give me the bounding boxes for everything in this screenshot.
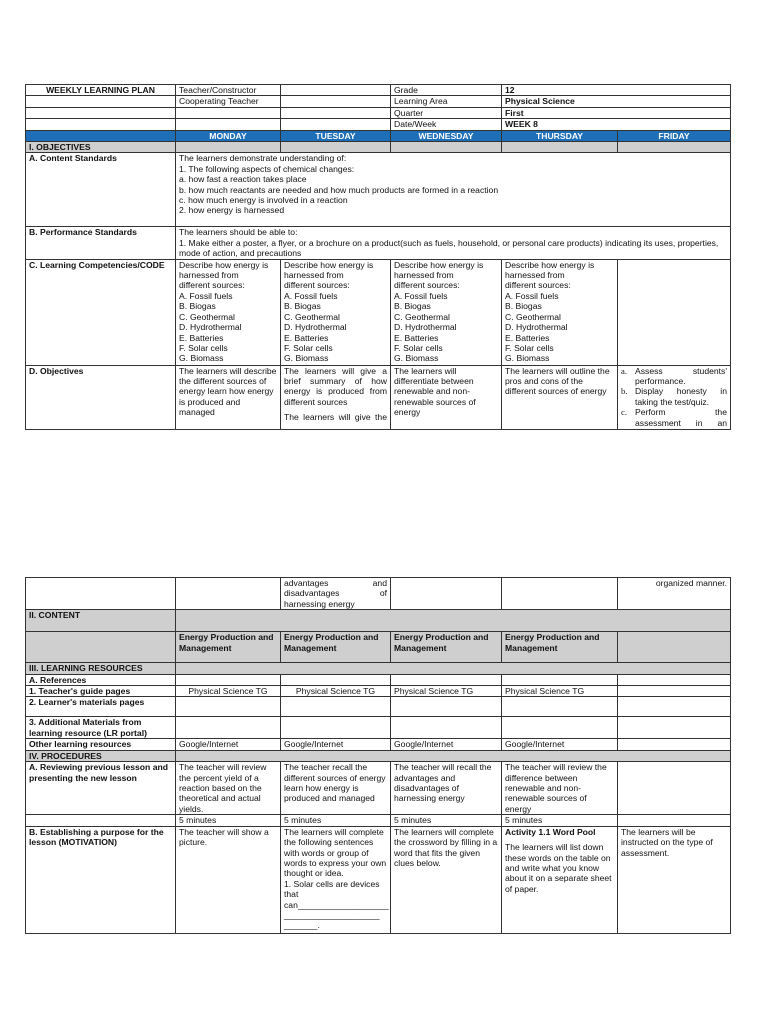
cooperating-label: Cooperating Teacher: [176, 96, 281, 107]
other-monday: Google/Internet: [176, 739, 281, 750]
quarter-label: Quarter: [391, 107, 502, 118]
gray-cell: [26, 632, 176, 663]
blank-cell: [391, 674, 502, 685]
blank-cell: [391, 578, 502, 610]
gray-cell: [176, 750, 731, 761]
minutes-thursday: 5 minutes: [502, 815, 618, 826]
day-header-friday: FRIDAY: [618, 130, 731, 141]
competency-thursday: Describe how energy is harnessed from different sources: A. Fossil fuels B. Biogas C. Geothermal D. Hydrothermal E. Batteries F. Solar cells G. Biomass: [502, 259, 618, 365]
additional-materials-label: 3. Additional Materials from learning resource (LR portal): [26, 717, 176, 739]
purpose-friday: The learners will be instructed on the type of assessment.: [618, 826, 731, 933]
blank-cell: [26, 119, 176, 130]
blank-cell: [26, 815, 176, 826]
tg-tuesday: Physical Science TG: [281, 686, 391, 697]
blank-cell: [391, 697, 502, 717]
quarter-value: First: [502, 107, 731, 118]
performance-standards-text: The learners should be able to: 1. Make either a poster, a flyer, or a brochure on a product(such as fuels, household, or personal care products) indicating its uses, properties, mode of action, and precautions: [176, 227, 731, 259]
topic-thursday: Energy Production and Management: [502, 632, 618, 663]
procedures-heading: IV. PROCEDURES: [26, 750, 176, 761]
performance-standards-label: B. Performance Standards: [26, 227, 176, 259]
blank-cell: [281, 697, 391, 717]
learners-materials-label: 2. Learner's materials pages: [26, 697, 176, 717]
content-heading: II. CONTENT: [26, 610, 176, 632]
date-value: WEEK 8: [502, 119, 731, 130]
tg-monday: Physical Science TG: [176, 686, 281, 697]
friday-objective-a: a. Assess students' performance.: [621, 365, 727, 387]
content-standards-label: A. Content Standards: [26, 153, 176, 227]
other-tuesday: Google/Internet: [281, 739, 391, 750]
day-header-blank: [26, 130, 176, 141]
other-wednesday: Google/Internet: [391, 739, 502, 750]
blank-cell: [281, 107, 391, 118]
objective-tuesday: The learners will give a brief summary of how energy is produced from different sources The learners will give the: [281, 365, 391, 429]
blank-cell: [618, 674, 731, 685]
friday-objective-b: b. Display honesty in taking the test/quiz.: [621, 386, 727, 407]
blank-cell: [618, 697, 731, 717]
purpose-wednesday: The learners will complete the crossword by filling in a word that fits the given clues below.: [391, 826, 502, 933]
weekly-plan-table-bottom: [25, 577, 731, 934]
gray-cell: [176, 663, 731, 674]
blank-cell: [618, 717, 731, 739]
cooperating-value: [281, 96, 391, 107]
content-standards-text: The learners demonstrate understanding of: 1. The following aspects of chemical changes: a. how fast a reaction takes place b. how much reactants are needed and how much products are formed in a reaction c. how much energy is involved in a reaction 2. how energy is harnessed: [176, 153, 731, 227]
teachers-guide-label: 1. Teacher's guide pages: [26, 686, 176, 697]
continued-objective-friday: organized manner.: [618, 578, 731, 610]
blank-cell: [176, 674, 281, 685]
area-label: Learning Area: [391, 96, 502, 107]
blank-cell: [176, 717, 281, 739]
purpose-tuesday: The learners will complete the following sentences with words or group of words to express your own thought or idea. 1. Solar cells are devices that can___________________ ____________________ _______.: [281, 826, 391, 933]
plan-title: WEEKLY LEARNING PLAN: [26, 85, 176, 96]
blank-cell: [26, 578, 176, 610]
day-header-wednesday: WEDNESDAY: [391, 130, 502, 141]
objective-friday: [618, 365, 731, 429]
gray-cell: [281, 142, 391, 153]
resources-heading: III. LEARNING RESOURCES: [26, 663, 176, 674]
grade-label: Grade: [391, 85, 502, 96]
competency-wednesday: Describe how energy is harnessed from different sources: A. Fossil fuels B. Biogas C. Geothermal D. Hydrothermal E. Batteries F. Solar cells G. Biomass: [391, 259, 502, 365]
date-label: Date/Week: [391, 119, 502, 130]
friday-objective-c: c. Perform the assessment in an: [621, 407, 727, 428]
objectives-label: D. Objectives: [26, 365, 176, 429]
topic-wednesday: Energy Production and Management: [391, 632, 502, 663]
blank-cell: [176, 107, 281, 118]
teacher-value: [281, 85, 391, 96]
blank-cell: [26, 107, 176, 118]
competency-friday: [618, 259, 731, 365]
other-resources-label: Other learning resources: [26, 739, 176, 750]
review-tuesday: The teacher recall the different sources of energy learn how energy is produced and managed: [281, 762, 391, 815]
blank-cell: [618, 686, 731, 697]
blank-cell: [618, 739, 731, 750]
blank-cell: [502, 717, 618, 739]
purpose-label: B. Establishing a purpose for the lesson (MOTIVATION): [26, 826, 176, 933]
gray-cell: [391, 142, 502, 153]
day-header-tuesday: TUESDAY: [281, 130, 391, 141]
blank-cell: [502, 674, 618, 685]
gray-cell: [176, 142, 281, 153]
competency-monday: Describe how energy is harnessed from different sources: A. Fossil fuels B. Biogas C. Geothermal D. Hydrothermal E. Batteries F. Solar cells G. Biomass: [176, 259, 281, 365]
objective-thursday: The learners will outline the pros and cons of the different sources of energy: [502, 365, 618, 429]
day-header-monday: MONDAY: [176, 130, 281, 141]
area-value: Physical Science: [502, 96, 731, 107]
day-header-thursday: THURSDAY: [502, 130, 618, 141]
blank-cell: [176, 119, 281, 130]
tg-thursday: Physical Science TG: [502, 686, 618, 697]
continued-objective-tuesday: advantages and disadvantages of harnessing energy: [281, 578, 391, 610]
blank-cell: [176, 578, 281, 610]
purpose-thursday: Activity 1.1 Word Pool The learners will list down these words on the table on and write what you know about it on a separate sheet of paper.: [502, 826, 618, 933]
objective-monday: The learners will describe the different sources of energy learn how energy is produced and managed: [176, 365, 281, 429]
gray-cell: [502, 142, 618, 153]
review-monday: The teacher will review the percent yield of a reaction based on the theoretical and actual yields.: [176, 762, 281, 815]
competencies-label: C. Learning Competencies/CODE: [26, 259, 176, 365]
gray-cell: [618, 142, 731, 153]
gray-cell: [618, 632, 731, 663]
reviewing-label: A. Reviewing previous lesson and presenting the new lesson: [26, 762, 176, 815]
references-label: A. References: [26, 674, 176, 685]
minutes-monday: 5 minutes: [176, 815, 281, 826]
topic-tuesday: Energy Production and Management: [281, 632, 391, 663]
blank-cell: [26, 96, 176, 107]
minutes-tuesday: 5 minutes: [281, 815, 391, 826]
blank-cell: [618, 815, 731, 826]
objective-wednesday: The learners will differentiate between renewable and non-renewable sources of energy: [391, 365, 502, 429]
review-wednesday: The teacher will recall the advantages and disadvantages of harnessing energy: [391, 762, 502, 815]
other-thursday: Google/Internet: [502, 739, 618, 750]
gray-cell: [176, 610, 731, 632]
objectives-heading: I. OBJECTIVES: [26, 142, 176, 153]
weekly-plan-table-top: [25, 84, 731, 430]
blank-cell: [281, 717, 391, 739]
competency-tuesday: Describe how energy is harnessed from different sources: A. Fossil fuels B. Biogas C. Geothermal D. Hydrothermal E. Batteries F. Solar cells G. Biomass: [281, 259, 391, 365]
minutes-wednesday: 5 minutes: [391, 815, 502, 826]
blank-cell: [618, 762, 731, 815]
purpose-monday: The teacher will show a picture.: [176, 826, 281, 933]
blank-cell: [281, 674, 391, 685]
grade-value: 12: [502, 85, 731, 96]
blank-cell: [176, 697, 281, 717]
blank-cell: [502, 578, 618, 610]
tg-wednesday: Physical Science TG: [391, 686, 502, 697]
teacher-label: Teacher/Constructor: [176, 85, 281, 96]
topic-monday: Energy Production and Management: [176, 632, 281, 663]
blank-cell: [281, 119, 391, 130]
blank-cell: [502, 697, 618, 717]
review-thursday: The teacher will review the difference between renewable and non-renewable sources of energy: [502, 762, 618, 815]
blank-cell: [391, 717, 502, 739]
